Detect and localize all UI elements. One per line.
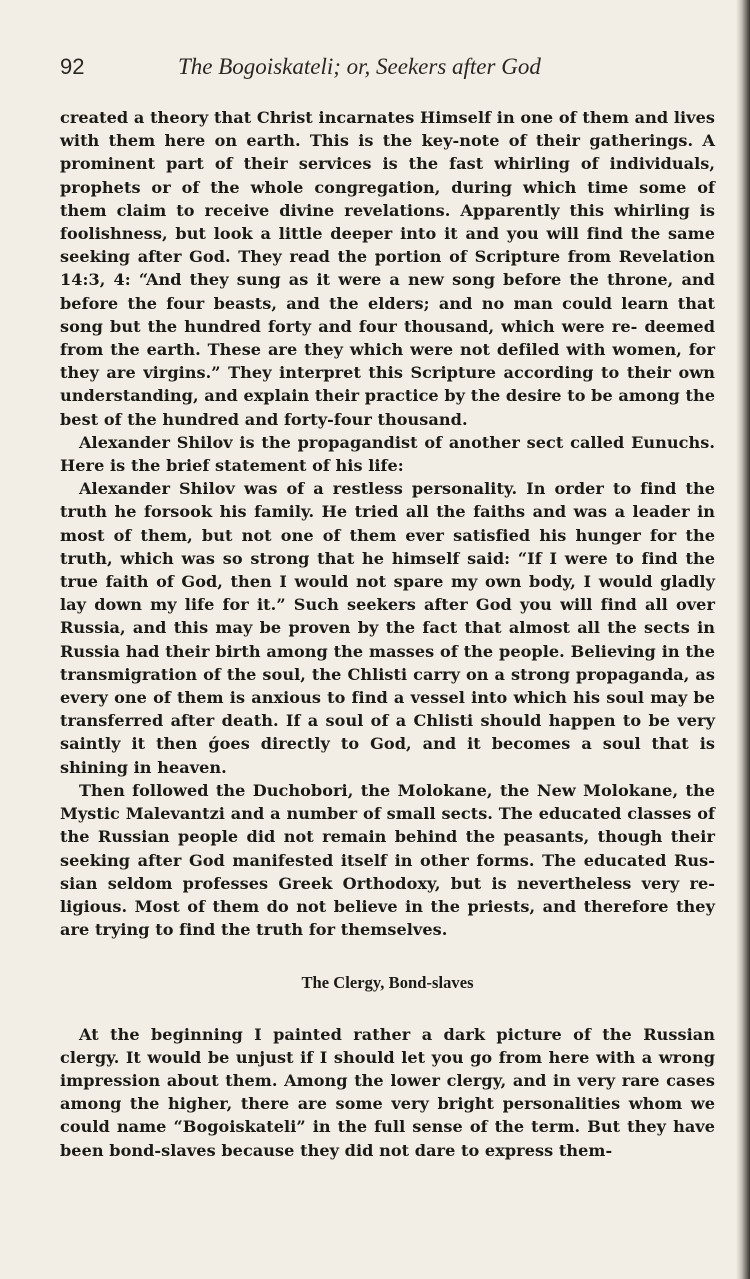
running-head xyxy=(60,54,715,88)
paragraph: Alexander Shilov was of a restless personality. In order to find the truth he forsook his family. He tried all the faiths and was a leader in most of them, but not one of them ever satisfied his hunger for the truth, which was so strong that he himself said: “If I were to find the true faith of God, then I would not spare my own body, I would gladly lay down my life for it.” Such seekers after God you will find all over Russia, and this may be proven by the fact that almost all the sects in Russia had their birth among the masses of the people. Believing in the transmigration of the soul, the Chlisti carry on a strong propaganda, as every one of them is anxious to find a vessel into which his soul may be transferred after death. If a soul of a Chlisti should happen to be very saintly it then ǵoes directly to God, and it becomes a soul that is shining in heaven. xyxy=(60,479,715,777)
section-heading: The Clergy, Bond-slaves xyxy=(301,973,474,993)
paragraph: created a theory that Christ incarnates Himself in one of them and lives with them here on earth. This is the key-note of their gatherings. A prominent part of their services is the fast whirling of individuals, prophets or of the whole congregation, during which time some of them claim to receive divine revelations. Apparently this whirling is foolishness, but look a little deeper into it and you will find the same seeking after God. They read the portion of Scripture from Revelation 14:3, 4: “And they sung as it were a new song before the throne, and before the four beasts, and the elders; and no man could learn that song but the hundred forty and four thousand, which were re- deemed from the earth. These are they which were not defiled with women, for they are virgins.” They interpret this Scripture according to their own understanding, and explain their practice by the desire to be among the best of the hundred and forty-four thousand. xyxy=(60,108,715,429)
paragraph: Then followed the Duchobori, the Molokane, the New Molokane, the Mystic Malevantzi and a number of small sects. The educated classes of the Russian people did not remain behind the peasants, though their seeking after God manifested itself in other forms. The educated Rus- sian seldom professes Greek Orthodoxy, but is nevertheless very re- ligious. Most of them do not believe in the priests, and therefore they are trying to find the truth for themselves. xyxy=(60,780,715,940)
running-title: The Bogoiskateli; or, Seekers after God xyxy=(178,54,541,79)
paragraph: Alexander Shilov is the propagandist of another sect called Eunuchs. Here is the brief statement of his life: xyxy=(60,432,715,476)
body-text xyxy=(60,106,715,1162)
paragraph: At the beginning I painted rather a dark picture of the Russian clergy. It would be unjust if I should let you go from here with a wrong impression about them. Among the lower clergy, and in very rare cases among the higher, there are some very bright personalities whom we could name “Bogoiskateli” in the full sense of the term. But they have been bond-slaves because they did not dare to express them- xyxy=(60,1024,715,1160)
page-edge-shadow xyxy=(736,0,750,1279)
page-number: 92 xyxy=(60,54,85,79)
